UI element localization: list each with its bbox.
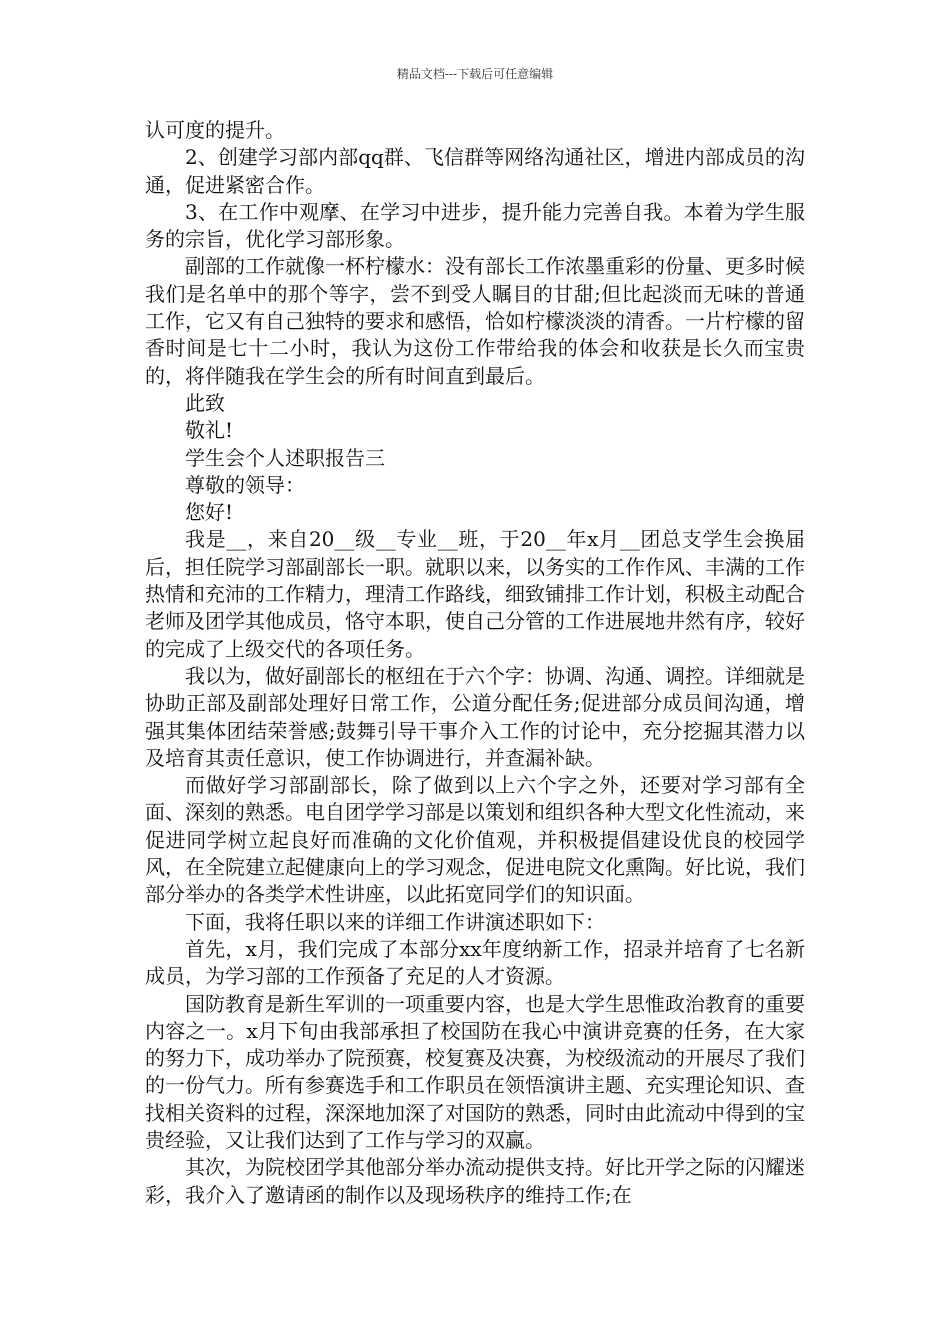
paragraph: 其次，为院校团学其他部分举办流动提供支持。好比开学之际的闪耀迷彩，我介入了邀请函的制作以及现场秩序的维持工作;在 — [145, 1155, 805, 1207]
closing-salutation: 此致 — [185, 390, 225, 415]
section-title: 学生会个人述职报告三 — [185, 445, 385, 470]
paragraph: 认可度的提升。 — [145, 118, 285, 142]
paragraph: 3、在工作中观摩、在学习中进步，提升能力完善自我。本着为学生服务的宗旨，优化学习部形象。 — [145, 199, 805, 252]
paragraph: 我以为，做好副部长的枢纽在于六个字：协调、沟通、调控。详细就是协助正部及副部处理好日常工作，公道分配任务;促进部分成员间沟通，增强其集体团结荣誉感;鼓舞引导干事介入工作的讨论中，充分挖掘其潜力以及培育其责任意识，使工作协调进行，并查漏补缺。 — [145, 663, 805, 770]
paragraph: 我是__，来自20__级__专业__班，于20__年x月__团总支学生会换届后，担任院学习部副部长一职。就职以来，以务实的工作作风、丰满的工作热情和充沛的工作精力，理清工作路线，细致铺排工作计划，积极主动配合老师及团学其他成员，恪守本职，使自己分管的工作进展地井然有序，较好的完成了上级交代的各项任务。 — [145, 527, 805, 661]
paragraph: 首先，x月，我们完成了本部分xx年度纳新工作，招录并培育了七名新成员，为学习部的工作预备了充足的人才资源。 — [145, 936, 805, 989]
greeting: 您好! — [185, 500, 234, 525]
paragraph: 而做好学习部副部长，除了做到以上六个字之外，还要对学习部有全面、深刻的熟悉。电自团学学习部是以策划和组织各种大型文化性流动，来促进同学树立起良好而准确的文化价值观，并积极提倡建设优良的校园学风，在全院建立起健康向上的学习观念，促进电院文化熏陶。好比说，我们部分举办的各类学术性讲座，以此拓宽同学们的知识面。 — [145, 773, 805, 907]
page-header: 精品文档---下载后可任意编辑 — [396, 67, 554, 81]
paragraph: 国防教育是新生军训的一项重要内容，也是大学生思惟政治教育的重要内容之一。x月下旬由我部承担了校国防在我心中演讲竞赛的任务，在大家的努力下，成功举办了院预赛，校复赛及决赛，为校级流动的开展尽了我们的一份气力。所有参赛选手和工作职员在领悟演讲主题、充实理论知识、查找相关资料的过程，深深地加深了对国防的熟悉，同时由此流动中得到的宝贵经验，又让我们达到了工作与学习的双赢。 — [145, 991, 805, 1152]
paragraph: 下面，我将任职以来的详细工作讲演述职如下： — [185, 909, 605, 934]
closing-regards: 敬礼! — [185, 418, 234, 443]
paragraph: 2、创建学习部内部qq群、飞信群等网络沟通社区，增进内部成员的沟通，促进紧密合作。 — [145, 145, 805, 197]
document-body — [145, 117, 805, 1209]
paragraph: 副部的工作就像一杯柠檬水：没有部长工作浓墨重彩的份量、更多时候我们是名单中的那个等字，尝不到受人瞩目的甘甜;但比起淡而无味的普通工作，它又有自己独特的要求和感悟，恰如柠檬淡淡的清香。一片柠檬的留香时间是七十二小时，我认为这份工作带给我的体会和收获是长久而宝贵的，将伴随我在学生会的所有时间直到最后。 — [145, 254, 805, 388]
greeting: 尊敬的领导： — [185, 472, 305, 497]
